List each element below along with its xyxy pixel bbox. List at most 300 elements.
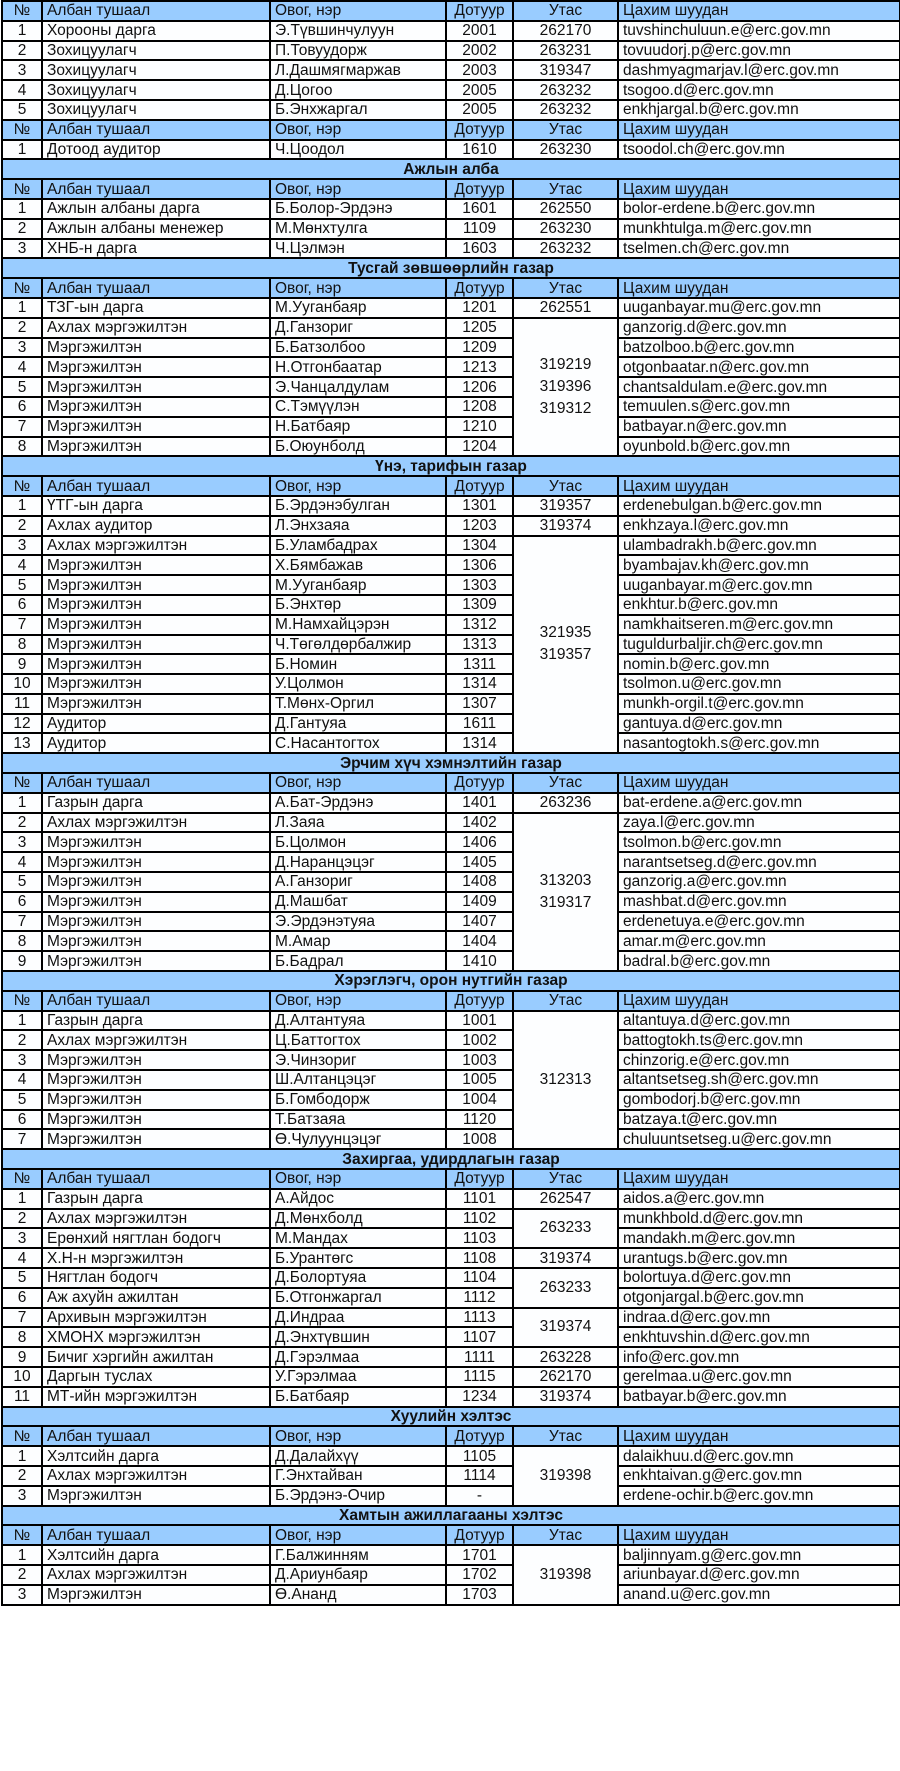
extension-cell: 2002	[446, 41, 513, 61]
column-header-ext: Дотуур	[446, 1426, 513, 1446]
name-cell: Н.Отгонбаатар	[270, 357, 446, 377]
position-cell: Мэргэжилтэн	[42, 1070, 270, 1090]
row-number: 2	[2, 1565, 42, 1585]
column-header-email: Цахим шуудан	[618, 991, 900, 1011]
section-title: Хамтын ажиллагааны хэлтэс	[2, 1506, 900, 1526]
name-cell: Ө.Ананд	[270, 1585, 446, 1605]
extension-cell: 1001	[446, 1011, 513, 1031]
email-cell: enkhtur.b@erc.gov.mn	[618, 595, 900, 615]
extension-cell: 1401	[446, 793, 513, 813]
position-cell: Мэргэжилтэн	[42, 694, 270, 714]
column-header-no: №	[2, 991, 42, 1011]
column-header-position: Албан тушаал	[42, 278, 270, 298]
position-cell: Архивын мэргэжилтэн	[42, 1308, 270, 1328]
table-row	[2, 555, 900, 575]
column-header-email: Цахим шуудан	[618, 1426, 900, 1446]
staff-directory-table	[1, 0, 900, 1606]
table-row	[2, 1189, 900, 1209]
name-cell: Б.Эрдэнэ-Очир	[270, 1486, 446, 1506]
extension-cell: 1210	[446, 417, 513, 437]
extension-cell: 1402	[446, 813, 513, 833]
position-cell: Дотоод аудитор	[42, 140, 270, 160]
table-row	[2, 41, 900, 61]
extension-cell: 1209	[446, 338, 513, 358]
column-header-position: Албан тушаал	[42, 476, 270, 496]
name-cell: Д.Наранцэцэг	[270, 852, 446, 872]
email-cell: zaya.l@erc.gov.mn	[618, 813, 900, 833]
column-header-no: №	[2, 120, 42, 140]
extension-cell: 1203	[446, 516, 513, 536]
name-cell: Б.Уламбадрах	[270, 536, 446, 556]
position-cell: Ажлын албаны менежер	[42, 219, 270, 239]
position-cell: Аудитор	[42, 714, 270, 734]
extension-cell: 1603	[446, 239, 513, 259]
row-number: 1	[2, 199, 42, 219]
column-header-row	[2, 773, 900, 793]
row-number: 2	[2, 219, 42, 239]
column-header-no: №	[2, 1426, 42, 1446]
position-cell: Мэргэжилтэн	[42, 437, 270, 457]
extension-cell: 2005	[446, 100, 513, 120]
email-cell: temuulen.s@erc.gov.mn	[618, 397, 900, 417]
name-cell: А.Айдос	[270, 1189, 446, 1209]
extension-cell: 1113	[446, 1308, 513, 1328]
position-cell: Мэргэжилтэн	[42, 397, 270, 417]
email-cell: enkhtuvshin.d@erc.gov.mn	[618, 1327, 900, 1347]
extension-cell: 1702	[446, 1565, 513, 1585]
position-cell: Мэргэжилтэн	[42, 615, 270, 635]
row-number: 3	[2, 832, 42, 852]
name-cell: Ч.Цэлмэн	[270, 239, 446, 259]
name-cell: Ч.Цоодол	[270, 140, 446, 160]
phone-cell: 321935 319357	[513, 536, 618, 754]
column-header-name: Овог, нэр	[270, 278, 446, 298]
name-cell: Б.Энхжаргал	[270, 100, 446, 120]
email-cell: uuganbayar.mu@erc.gov.mn	[618, 298, 900, 318]
table-row	[2, 1367, 900, 1387]
row-number: 1	[2, 140, 42, 160]
extension-cell: 1404	[446, 931, 513, 951]
table-row	[2, 595, 900, 615]
extension-cell: 1208	[446, 397, 513, 417]
column-header-no: №	[2, 1525, 42, 1545]
table-row	[2, 1466, 900, 1486]
position-cell: Зохицуулагч	[42, 80, 270, 100]
name-cell: Д.Болортуяа	[270, 1268, 446, 1288]
extension-cell: -	[446, 1486, 513, 1506]
position-cell: Хорооны дарга	[42, 21, 270, 41]
column-header-email: Цахим шуудан	[618, 1525, 900, 1545]
extension-cell: 1111	[446, 1347, 513, 1367]
name-cell: С.Тэмүүлэн	[270, 397, 446, 417]
column-header-name: Овог, нэр	[270, 179, 446, 199]
row-number: 2	[2, 1209, 42, 1229]
name-cell: Т.Мөнх-Оргил	[270, 694, 446, 714]
table-row	[2, 575, 900, 595]
extension-cell: 1703	[446, 1585, 513, 1605]
column-header-row	[2, 991, 900, 1011]
position-cell: Ахлах мэргэжилтэн	[42, 536, 270, 556]
section-title-row	[2, 159, 900, 179]
row-number: 1	[2, 496, 42, 516]
section-title: Тусгай зөвшөөрлийн газар	[2, 258, 900, 278]
email-cell: enkhtaivan.g@erc.gov.mn	[618, 1466, 900, 1486]
table-row	[2, 318, 900, 338]
position-cell: Ахлах мэргэжилтэн	[42, 1209, 270, 1229]
section-title-row	[2, 456, 900, 476]
email-cell: dalaikhuu.d@erc.gov.mn	[618, 1446, 900, 1466]
column-header-position: Албан тушаал	[42, 120, 270, 140]
name-cell: М.Мандах	[270, 1228, 446, 1248]
column-header-ext: Дотуур	[446, 1525, 513, 1545]
row-number: 3	[2, 1486, 42, 1506]
section-title: Хуулийн хэлтэс	[2, 1407, 900, 1427]
position-cell: МТ-ийн мэргэжилтэн	[42, 1387, 270, 1407]
name-cell: Б.Отгонжаргал	[270, 1288, 446, 1308]
email-cell: tselmen.ch@erc.gov.mn	[618, 239, 900, 259]
column-header-email: Цахим шуудан	[618, 773, 900, 793]
row-number: 1	[2, 1545, 42, 1565]
column-header-no: №	[2, 1169, 42, 1189]
table-row	[2, 1129, 900, 1149]
extension-cell: 2001	[446, 21, 513, 41]
name-cell: М.Амар	[270, 931, 446, 951]
column-header-row	[2, 278, 900, 298]
email-cell: battogtokh.ts@erc.gov.mn	[618, 1030, 900, 1050]
column-header-row	[2, 476, 900, 496]
name-cell: Д.Ганзориг	[270, 318, 446, 338]
row-number: 7	[2, 417, 42, 437]
column-header-phone: Утас	[513, 120, 618, 140]
position-cell: Мэргэжилтэн	[42, 912, 270, 932]
row-number: 5	[2, 1090, 42, 1110]
name-cell: Б.Эрдэнэбулган	[270, 496, 446, 516]
email-cell: otgonjargal.b@erc.gov.mn	[618, 1288, 900, 1308]
table-row	[2, 1110, 900, 1130]
position-cell: Ахлах мэргэжилтэн	[42, 1030, 270, 1050]
extension-cell: 1306	[446, 555, 513, 575]
row-number: 1	[2, 793, 42, 813]
position-cell: Ахлах мэргэжилтэн	[42, 318, 270, 338]
name-cell: Д.Алтантуяа	[270, 1011, 446, 1031]
name-cell: Д.Мөнхболд	[270, 1209, 446, 1229]
email-cell: enkhzaya.l@erc.gov.mn	[618, 516, 900, 536]
table-row	[2, 536, 900, 556]
table-row	[2, 357, 900, 377]
column-header-phone: Утас	[513, 1169, 618, 1189]
extension-cell: 1115	[446, 1367, 513, 1387]
row-number: 8	[2, 1327, 42, 1347]
position-cell: Мэргэжилтэн	[42, 654, 270, 674]
row-number: 7	[2, 615, 42, 635]
extension-cell: 1104	[446, 1268, 513, 1288]
table-row	[2, 80, 900, 100]
position-cell: Бичиг хэргийн ажилтан	[42, 1347, 270, 1367]
name-cell: Ц.Баттогтох	[270, 1030, 446, 1050]
column-header-email: Цахим шуудан	[618, 1, 900, 21]
email-cell: tuguldurbaljir.ch@erc.gov.mn	[618, 635, 900, 655]
name-cell: Д.Энхтүвшин	[270, 1327, 446, 1347]
position-cell: Ахлах аудитор	[42, 516, 270, 536]
row-number: 8	[2, 931, 42, 951]
row-number: 9	[2, 1347, 42, 1367]
extension-cell: 1004	[446, 1090, 513, 1110]
phone-cell: 263236	[513, 793, 618, 813]
extension-cell: 1408	[446, 872, 513, 892]
table-row	[2, 417, 900, 437]
position-cell: Мэргэжилтэн	[42, 1090, 270, 1110]
phone-cell: 312313	[513, 1011, 618, 1150]
name-cell: Б.Бадрал	[270, 951, 446, 971]
extension-cell: 1301	[446, 496, 513, 516]
column-header-position: Албан тушаал	[42, 179, 270, 199]
column-header-position: Албан тушаал	[42, 773, 270, 793]
extension-cell: 1114	[446, 1466, 513, 1486]
row-number: 3	[2, 1585, 42, 1605]
email-cell: munkhbold.d@erc.gov.mn	[618, 1209, 900, 1229]
email-cell: ganzorig.d@erc.gov.mn	[618, 318, 900, 338]
position-cell: Газрын дарга	[42, 1011, 270, 1031]
name-cell: Д.Машбат	[270, 892, 446, 912]
table-row	[2, 100, 900, 120]
column-header-position: Албан тушаал	[42, 1525, 270, 1545]
row-number: 2	[2, 1030, 42, 1050]
extension-cell: 1206	[446, 377, 513, 397]
section-title-row	[2, 971, 900, 991]
column-header-ext: Дотуур	[446, 773, 513, 793]
name-cell: Г.Балжинням	[270, 1545, 446, 1565]
column-header-phone: Утас	[513, 179, 618, 199]
email-cell: gombodorj.b@erc.gov.mn	[618, 1090, 900, 1110]
email-cell: tsolmon.b@erc.gov.mn	[618, 832, 900, 852]
table-row	[2, 377, 900, 397]
column-header-phone: Утас	[513, 991, 618, 1011]
extension-cell: 1307	[446, 694, 513, 714]
table-row	[2, 219, 900, 239]
position-cell: Аж ахуйн ажилтан	[42, 1288, 270, 1308]
phone-cell: 262170	[513, 21, 618, 41]
row-number: 3	[2, 1228, 42, 1248]
name-cell: А.Бат-Эрдэнэ	[270, 793, 446, 813]
email-cell: nasantogtokh.s@erc.gov.mn	[618, 733, 900, 753]
position-cell: Ерөнхий нягтлан бодогч	[42, 1228, 270, 1248]
email-cell: munkh-orgil.t@erc.gov.mn	[618, 694, 900, 714]
extension-cell: 1701	[446, 1545, 513, 1565]
extension-cell: 1309	[446, 595, 513, 615]
row-number: 2	[2, 41, 42, 61]
table-row	[2, 1050, 900, 1070]
column-header-name: Овог, нэр	[270, 1525, 446, 1545]
column-header-row	[2, 1426, 900, 1446]
extension-cell: 1409	[446, 892, 513, 912]
phone-cell: 263228	[513, 1347, 618, 1367]
name-cell: Д.Гантуяа	[270, 714, 446, 734]
section-title-row	[2, 1506, 900, 1526]
extension-cell: 1314	[446, 674, 513, 694]
name-cell: Б.Номин	[270, 654, 446, 674]
position-cell: Мэргэжилтэн	[42, 417, 270, 437]
position-cell: Мэргэжилтэн	[42, 338, 270, 358]
extension-cell: 1205	[446, 318, 513, 338]
email-cell: tsoodol.ch@erc.gov.mn	[618, 140, 900, 160]
column-header-ext: Дотуур	[446, 991, 513, 1011]
name-cell: Э.Чинзориг	[270, 1050, 446, 1070]
extension-cell: 2005	[446, 80, 513, 100]
section-title-row	[2, 1407, 900, 1427]
column-header-name: Овог, нэр	[270, 120, 446, 140]
table-row	[2, 674, 900, 694]
position-cell: Мэргэжилтэн	[42, 1486, 270, 1506]
table-row	[2, 516, 900, 536]
column-header-ext: Дотуур	[446, 1169, 513, 1189]
name-cell: А.Ганзориг	[270, 872, 446, 892]
email-cell: ulambadrakh.b@erc.gov.mn	[618, 536, 900, 556]
position-cell: Ахлах мэргэжилтэн	[42, 813, 270, 833]
column-header-ext: Дотуур	[446, 179, 513, 199]
row-number: 2	[2, 516, 42, 536]
phone-cell: 263233	[513, 1209, 618, 1249]
table-row	[2, 338, 900, 358]
position-cell: Мэргэжилтэн	[42, 1110, 270, 1130]
position-cell: Мэргэжилтэн	[42, 931, 270, 951]
row-number: 5	[2, 377, 42, 397]
email-cell: erdenebulgan.b@erc.gov.mn	[618, 496, 900, 516]
section-title-row	[2, 753, 900, 773]
email-cell: erdenetuya.e@erc.gov.mn	[618, 912, 900, 932]
name-cell: М.Мөнхтулга	[270, 219, 446, 239]
row-number: 7	[2, 912, 42, 932]
table-row	[2, 1347, 900, 1367]
row-number: 3	[2, 1050, 42, 1070]
phone-cell: 263232	[513, 80, 618, 100]
name-cell: Ч.Төгөлдөрбалжир	[270, 635, 446, 655]
extension-cell: 1234	[446, 1387, 513, 1407]
email-cell: enkhjargal.b@erc.gov.mn	[618, 100, 900, 120]
table-row	[2, 1486, 900, 1506]
table-row	[2, 1011, 900, 1031]
email-cell: batbayar.b@erc.gov.mn	[618, 1387, 900, 1407]
extension-cell: 2003	[446, 60, 513, 80]
row-number: 1	[2, 1189, 42, 1209]
table-row	[2, 1288, 900, 1308]
email-cell: namkhaitseren.m@erc.gov.mn	[618, 615, 900, 635]
email-cell: amar.m@erc.gov.mn	[618, 931, 900, 951]
email-cell: tsolmon.u@erc.gov.mn	[618, 674, 900, 694]
name-cell: Т.Батзаяа	[270, 1110, 446, 1130]
email-cell: ariunbayar.d@erc.gov.mn	[618, 1565, 900, 1585]
email-cell: tovuudorj.p@erc.gov.mn	[618, 41, 900, 61]
column-header-email: Цахим шуудан	[618, 1169, 900, 1189]
position-cell: Нягтлан бодогч	[42, 1268, 270, 1288]
row-number: 6	[2, 397, 42, 417]
extension-cell: 1204	[446, 437, 513, 457]
position-cell: Газрын дарга	[42, 1189, 270, 1209]
extension-cell: 1410	[446, 951, 513, 971]
row-number: 4	[2, 1070, 42, 1090]
table-row	[2, 1565, 900, 1585]
name-cell: С.Насантогтох	[270, 733, 446, 753]
phone-cell: 263230	[513, 219, 618, 239]
name-cell: Э.Эрдэнэтуяа	[270, 912, 446, 932]
extension-cell: 1311	[446, 654, 513, 674]
position-cell: Мэргэжилтэн	[42, 555, 270, 575]
table-row	[2, 60, 900, 80]
row-number: 9	[2, 654, 42, 674]
position-cell: Зохицуулагч	[42, 60, 270, 80]
name-cell: Н.Батбаяр	[270, 417, 446, 437]
name-cell: У.Гэрэлмаа	[270, 1367, 446, 1387]
column-header-ext: Дотуур	[446, 476, 513, 496]
extension-cell: 1002	[446, 1030, 513, 1050]
name-cell: Б.Оюунболд	[270, 437, 446, 457]
name-cell: У.Цолмон	[270, 674, 446, 694]
column-header-phone: Утас	[513, 773, 618, 793]
email-cell: gantuya.d@erc.gov.mn	[618, 714, 900, 734]
column-header-position: Албан тушаал	[42, 1169, 270, 1189]
email-cell: chuluuntsetseg.u@erc.gov.mn	[618, 1129, 900, 1149]
row-number: 6	[2, 892, 42, 912]
column-header-no: №	[2, 278, 42, 298]
email-cell: batzolboo.b@erc.gov.mn	[618, 338, 900, 358]
column-header-phone: Утас	[513, 1426, 618, 1446]
email-cell: bolor-erdene.b@erc.gov.mn	[618, 199, 900, 219]
phone-cell: 263230	[513, 140, 618, 160]
name-cell: Д.Ариунбаяр	[270, 1565, 446, 1585]
table-row	[2, 654, 900, 674]
column-header-position: Албан тушаал	[42, 1426, 270, 1446]
table-row	[2, 793, 900, 813]
position-cell: ХНБ-н дарга	[42, 239, 270, 259]
email-cell: otgonbaatar.n@erc.gov.mn	[618, 357, 900, 377]
column-header-phone: Утас	[513, 1, 618, 21]
email-cell: info@erc.gov.mn	[618, 1347, 900, 1367]
name-cell: Ш.Алтанцэцэг	[270, 1070, 446, 1090]
column-header-no: №	[2, 1, 42, 21]
column-header-name: Овог, нэр	[270, 1426, 446, 1446]
phone-cell: 263231	[513, 41, 618, 61]
position-cell: Мэргэжилтэн	[42, 674, 270, 694]
name-cell: Л.Заяа	[270, 813, 446, 833]
table-row	[2, 1070, 900, 1090]
extension-cell: 1611	[446, 714, 513, 734]
extension-cell: 1313	[446, 635, 513, 655]
position-cell: Газрын дарга	[42, 793, 270, 813]
table-row	[2, 635, 900, 655]
row-number: 4	[2, 1248, 42, 1268]
row-number: 13	[2, 733, 42, 753]
column-header-name: Овог, нэр	[270, 476, 446, 496]
row-number: 2	[2, 318, 42, 338]
extension-cell: 1407	[446, 912, 513, 932]
table-row	[2, 872, 900, 892]
section-title: Ажлын алба	[2, 159, 900, 179]
table-row	[2, 1545, 900, 1565]
position-cell: Зохицуулагч	[42, 41, 270, 61]
extension-cell: 1601	[446, 199, 513, 219]
table-row	[2, 832, 900, 852]
extension-cell: 1303	[446, 575, 513, 595]
section-title-row	[2, 258, 900, 278]
row-number: 11	[2, 1387, 42, 1407]
table-row	[2, 298, 900, 318]
phone-cell: 262170	[513, 1367, 618, 1387]
row-number: 4	[2, 852, 42, 872]
row-number: 2	[2, 813, 42, 833]
phone-cell: 313203 319317	[513, 813, 618, 971]
section-title: Эрчим хүч хэмнэлтийн газар	[2, 753, 900, 773]
email-cell: byambajav.kh@erc.gov.mn	[618, 555, 900, 575]
column-header-ext: Дотуур	[446, 1, 513, 21]
